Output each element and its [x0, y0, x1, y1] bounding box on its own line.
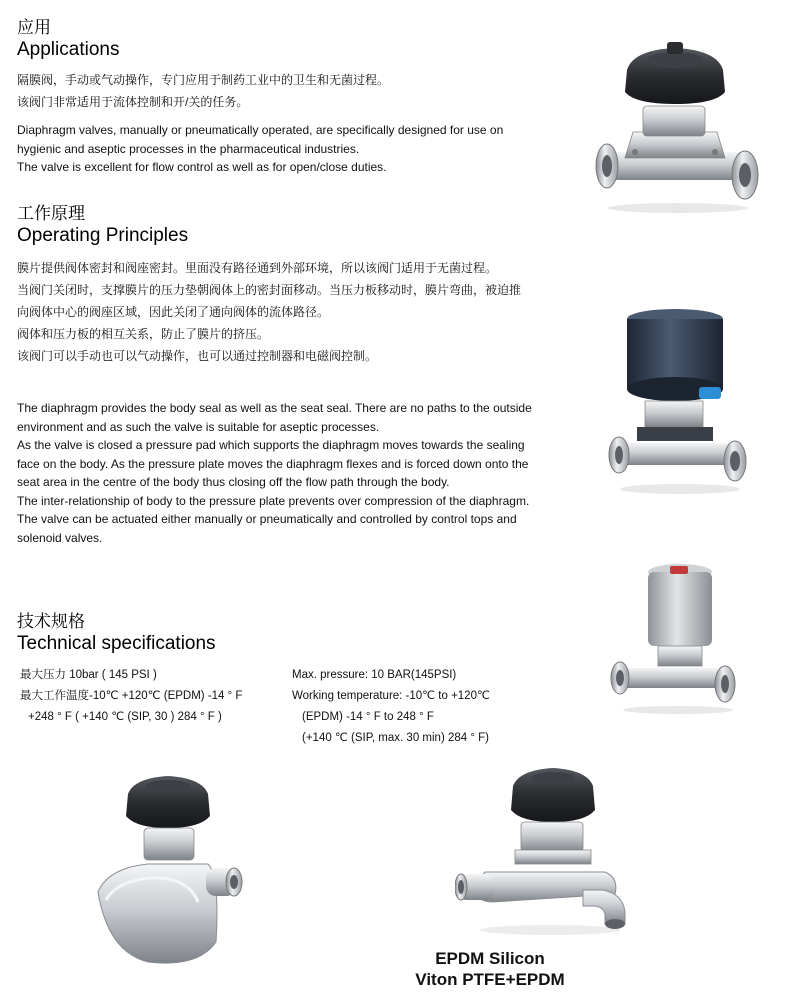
paragraph-line: hygienic and aseptic processes in the pharmaceutical industries. — [17, 141, 360, 156]
paragraph-line: The inter-relationship of body to the pressure plate prevents over compression of the diaphragm. — [17, 493, 530, 508]
spec-line: (EPDM) -14 ° F to 248 ° F — [302, 711, 434, 723]
paragraph-line: 膜片提供阀体密封和阀座密封。里面没有路径通到外部环境，所以该阀门适用于无菌过程。 — [17, 261, 498, 275]
operating-en-text — [17, 399, 537, 547]
spec-line: +248 ° F ( +140 ℃ (SIP, 30 ) 284 ° F ) — [28, 711, 222, 723]
spec-line: (+140 ℃ (SIP, max. 30 min) 284 ° F) — [302, 732, 489, 744]
paragraph-line: solenoid valves. — [17, 530, 103, 545]
technical-en-specs — [292, 665, 582, 749]
paragraph-line: 该阀门可以手动也可以气动操作，也可以通过控制器和电磁阀控制。 — [17, 349, 378, 363]
t-type-diaphragm-valve-image — [455, 762, 635, 937]
paragraph-line: face on the body. As the pressure plate moves the diaphragm flexes and is forced down onto the — [17, 456, 529, 471]
operating-heading-en: Operating Principles — [17, 225, 189, 246]
paragraph-line: As the valve is closed a pressure pad which supports the diaphragm moves towards the sealing — [17, 438, 525, 452]
spec-line: Working temperature: -10℃ to +120℃ — [292, 690, 490, 702]
paragraph-line: 阀体和压力板的相互关系，防止了膜片的挤压。 — [17, 327, 270, 341]
operating-cn-text — [17, 257, 537, 367]
paragraph-line: The valve can be actuated either manually or pneumatically and controlled by control tops and — [17, 512, 517, 526]
paragraph-line: 当阀门关闭时，支撑膜片的压力垫朝阀体上的密封面移动。当压力板移动时，膜片弯曲，被迫推 — [17, 283, 522, 297]
stainless-pneumatic-valve-image — [610, 560, 740, 715]
materials-caption — [380, 948, 600, 990]
materials-line-1: EPDM Silicon — [435, 949, 545, 968]
paragraph-line: Diaphragm valves, manually or pneumatically operated, are specifically designed for use on — [17, 123, 504, 137]
paragraph-line: 向阀体中心的阀座区域，因此关闭了通向阀体的流体路径。 — [17, 305, 330, 319]
paragraph-line: 隔膜阀，手动或气动操作，专门应用于制药工业中的卫生和无菌过程。 — [17, 73, 390, 87]
technical-heading-cn: 技术规格 — [17, 612, 85, 631]
applications-heading-en: Applications — [17, 39, 120, 60]
operating-heading-cn: 工作原理 — [17, 204, 85, 223]
spec-line: 最大工作温度-10℃ +120℃ (EPDM) -14 ° F — [20, 690, 243, 702]
technical-heading-en: Technical specifications — [17, 633, 216, 654]
technical-cn-specs — [20, 665, 280, 728]
paragraph-line: seat area in the centre of the body thus closing off the flow path through the body. — [17, 475, 450, 489]
spec-line: Max. pressure: 10 BAR(145PSI) — [292, 669, 457, 681]
applications-cn-text — [17, 69, 537, 113]
manual-diaphragm-valve-image — [585, 40, 765, 215]
paragraph-line: environment and as such the valve is suitable for aseptic processes. — [17, 419, 380, 434]
pneumatic-diaphragm-valve-image — [605, 305, 755, 495]
materials-line-2: Viton PTFE+EPDM — [415, 970, 565, 989]
applications-heading-cn: 应用 — [17, 18, 51, 37]
tank-bottom-valve-image — [88, 772, 248, 972]
paragraph-line: 该阀门非常适用于流体控制和开/关的任务。 — [17, 95, 249, 109]
paragraph-line: The valve is excellent for flow control as well as for open/close duties. — [17, 160, 387, 174]
spec-line: 最大压力 10bar ( 145 PSI ) — [20, 669, 157, 681]
paragraph-line: The diaphragm provides the body seal as well as the seat seal. There are no paths to the outside — [17, 401, 532, 415]
applications-en-text — [17, 121, 537, 177]
